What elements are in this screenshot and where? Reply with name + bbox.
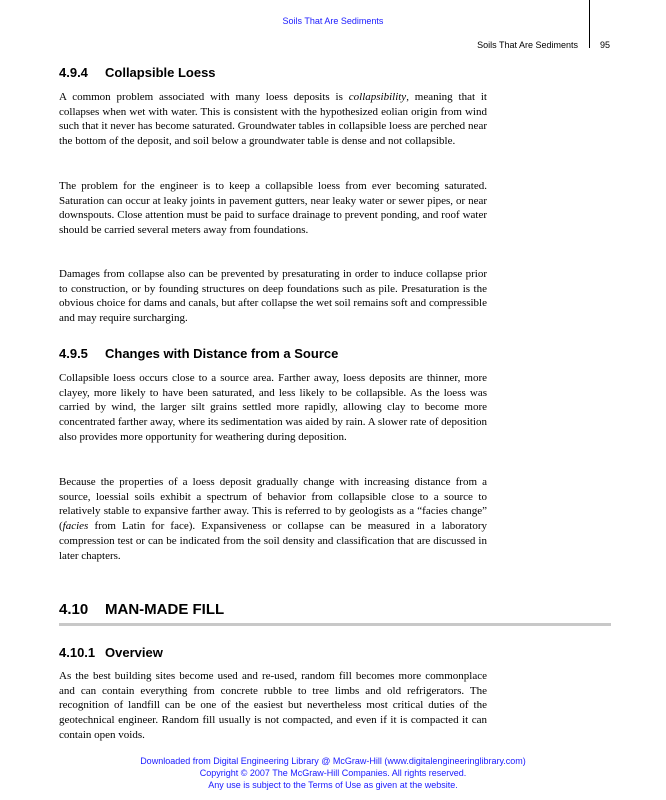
- section-title: Collapsible Loess: [105, 65, 216, 80]
- chapter-section-heading-man-made-fill: [59, 601, 224, 618]
- section-number: 4.10: [59, 601, 89, 618]
- section-divider-rule: [59, 623, 611, 626]
- emphasis-term: collapsibility: [348, 91, 407, 103]
- page-number: 95: [600, 40, 611, 50]
- section-heading-changes-with-distance: [59, 346, 338, 361]
- section-heading-overview: [59, 645, 163, 660]
- footer-download-link[interactable]: Downloaded from Digital Engineering Library @ McGraw-Hill (www.digitalengineeringlibrary.com): [140, 756, 526, 766]
- paragraph: Damages from collapse also can be prevented by presaturating in order to induce collapse prior to construction, or by founding structures on deep foundations such as pile. Presaturation is the obvious choice for dams and canals, but after collapse the wet soil remains soft and compressible and may require surcharging.: [59, 268, 487, 325]
- emphasis-term: facies: [62, 520, 89, 533]
- section-number: 4.10.1: [59, 645, 96, 660]
- paragraph: Collapsible loess occurs close to a source area. Farther away, loess deposits are thinner, more clayey, more likely to have been saturated, and less likely to be collapsible. As the loess was carried by wind, the larger silt grains settled more rapidly, allowing clay to become more concentrated farther away, where its sedimentation was aided by rain. A slower rate of deposition also provides more opportunity for weathering during deposition.: [59, 372, 487, 443]
- section-number: 4.9.5: [59, 346, 88, 361]
- section-title: Overview: [105, 645, 163, 660]
- footer-copyright: Copyright © 2007 The McGraw-Hill Companies. All rights reserved.: [199, 768, 467, 778]
- section-number: 4.9.4: [59, 65, 88, 80]
- footer-terms[interactable]: Any use is subject to the Terms of Use as given at the website.: [208, 780, 458, 790]
- section-title: MAN-MADE FILL: [105, 601, 225, 618]
- paragraph: Because the properties of a loess deposit gradually change with increasing distance from a source, loessial soils exhibit a spectrum of behavior from collapsible close to a source to relatively stable to expansive farther away. This is referred to by geologists as a “facies change” (facies from Latin for face). Expansiveness or collapse can be measured in a laboratory compression test or can be indicated from the soil density and classification that are discussed in later chapters.: [59, 476, 487, 562]
- section-title: Changes with Distance from a Source: [105, 346, 339, 361]
- running-head: Soils That Are Sediments: [477, 40, 578, 50]
- paragraph: The problem for the engineer is to keep a collapsible loess from ever becoming saturated. Saturation can occur at leaky joints in pavement gutters, near leaky water or sewer pipes, or near downspouts. Close attention must be paid to surface drainage to prevent ponding, and roof water should be carried several meters away from foundations.: [59, 180, 487, 237]
- paragraph: A common problem associated with many loess deposits is collapsibility, meaning that it collapses when wet with water. This is consistent with the hypothesized eolian origin from wind such that it never has become saturated. Groundwater tables in collapsible loess are perched near the bottom of the deposit, and soil below a groundwater table is dense and not collapsible.: [59, 91, 487, 148]
- header-vertical-rule: [589, 0, 590, 48]
- section-heading-collapsible-loess: [59, 65, 216, 80]
- paragraph: As the best building sites become used and re-used, random fill becomes more commonplace and can contain everything from concrete rubble to tree limbs and old refrigerators. The recognition of landfill can be one of the easiest but nevertheless most critical duties of the geotechnical engineer. Random fill usually is not compacted, and even if it is compacted it can contain open voids.: [59, 670, 487, 741]
- chapter-link[interactable]: Soils That Are Sediments: [282, 16, 384, 26]
